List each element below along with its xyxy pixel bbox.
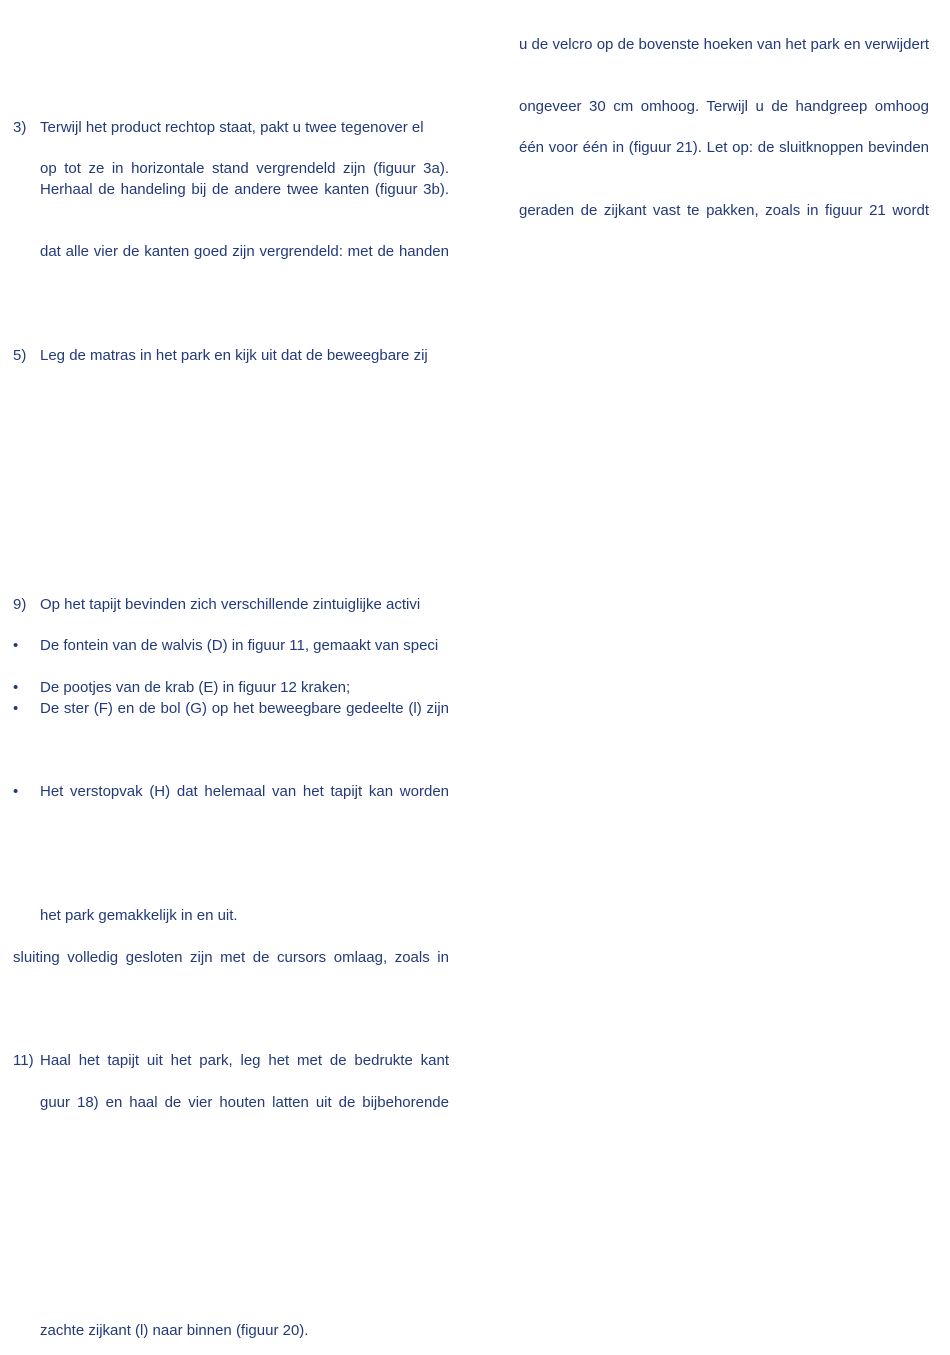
bullet-marker: •	[13, 700, 19, 717]
step-5-number: 5)	[13, 347, 27, 364]
bullet-marker: •	[13, 637, 19, 654]
step-9-line-1: Op het tapijt bevinden zich verschillende zintuiglijke activi	[40, 596, 421, 613]
step-3-line-1: Terwijl het product rechtop staat, pakt u twee tegenover el	[40, 119, 424, 136]
bullet-item-verstopvak: Het verstopvak (H) dat helemaal van het tapijt kan worden	[40, 783, 449, 800]
right-line-1: u de velcro op de bovenste hoeken van het park en verwijdert	[519, 36, 929, 53]
step-11-line-1: Haal het tapijt uit het park, leg het met de bedrukte kant	[40, 1052, 449, 1069]
step-3-line-3: Herhaal de handeling bij de andere twee kanten (figuur 3b).	[40, 181, 449, 198]
right-line-2: ongeveer 30 cm omhoog. Terwijl u de handgreep omhoog	[519, 98, 929, 115]
bullet-marker: •	[13, 783, 19, 800]
step-3-line-2: op tot ze in horizontale stand vergrendeld zijn (figuur 3a).	[40, 160, 449, 177]
step-11-number: 11)	[13, 1052, 34, 1069]
step-3-line-4: dat alle vier de kanten goed zijn vergrendeld: met de handen	[40, 243, 449, 260]
bullet-item-walvis: De fontein van de walvis (D) in figuur 11, gemaakt van speci	[40, 637, 439, 654]
bullet-item-krab: De pootjes van de krab (E) in figuur 12 kraken;	[40, 679, 351, 696]
right-line-3: één voor één in (figuur 21). Let op: de sluitknoppen bevinden	[519, 139, 929, 156]
right-line-4: geraden de zijkant vast te pakken, zoals in figuur 21 wordt	[519, 202, 929, 219]
bullet-item-ster: De ster (F) en de bol (G) op het beweegbare gedeelte (l) zijn	[40, 700, 449, 717]
step-9-number: 9)	[13, 596, 27, 613]
step-10-line-1: het park gemakkelijk in en uit.	[40, 907, 238, 924]
bullet-marker: •	[13, 679, 19, 696]
step-11-line-2: guur 18) en haal de vier houten latten uit de bijbehorende	[40, 1094, 449, 1111]
step-11-line-3: zachte zijkant (l) naar binnen (figuur 20).	[40, 1322, 309, 1339]
step-10-line-2: sluiting volledig gesloten zijn met de cursors omlaag, zoals in	[13, 949, 449, 966]
step-3-number: 3)	[13, 119, 27, 136]
step-5-line-1: Leg de matras in het park en kijk uit dat de beweegbare zij	[40, 347, 428, 364]
